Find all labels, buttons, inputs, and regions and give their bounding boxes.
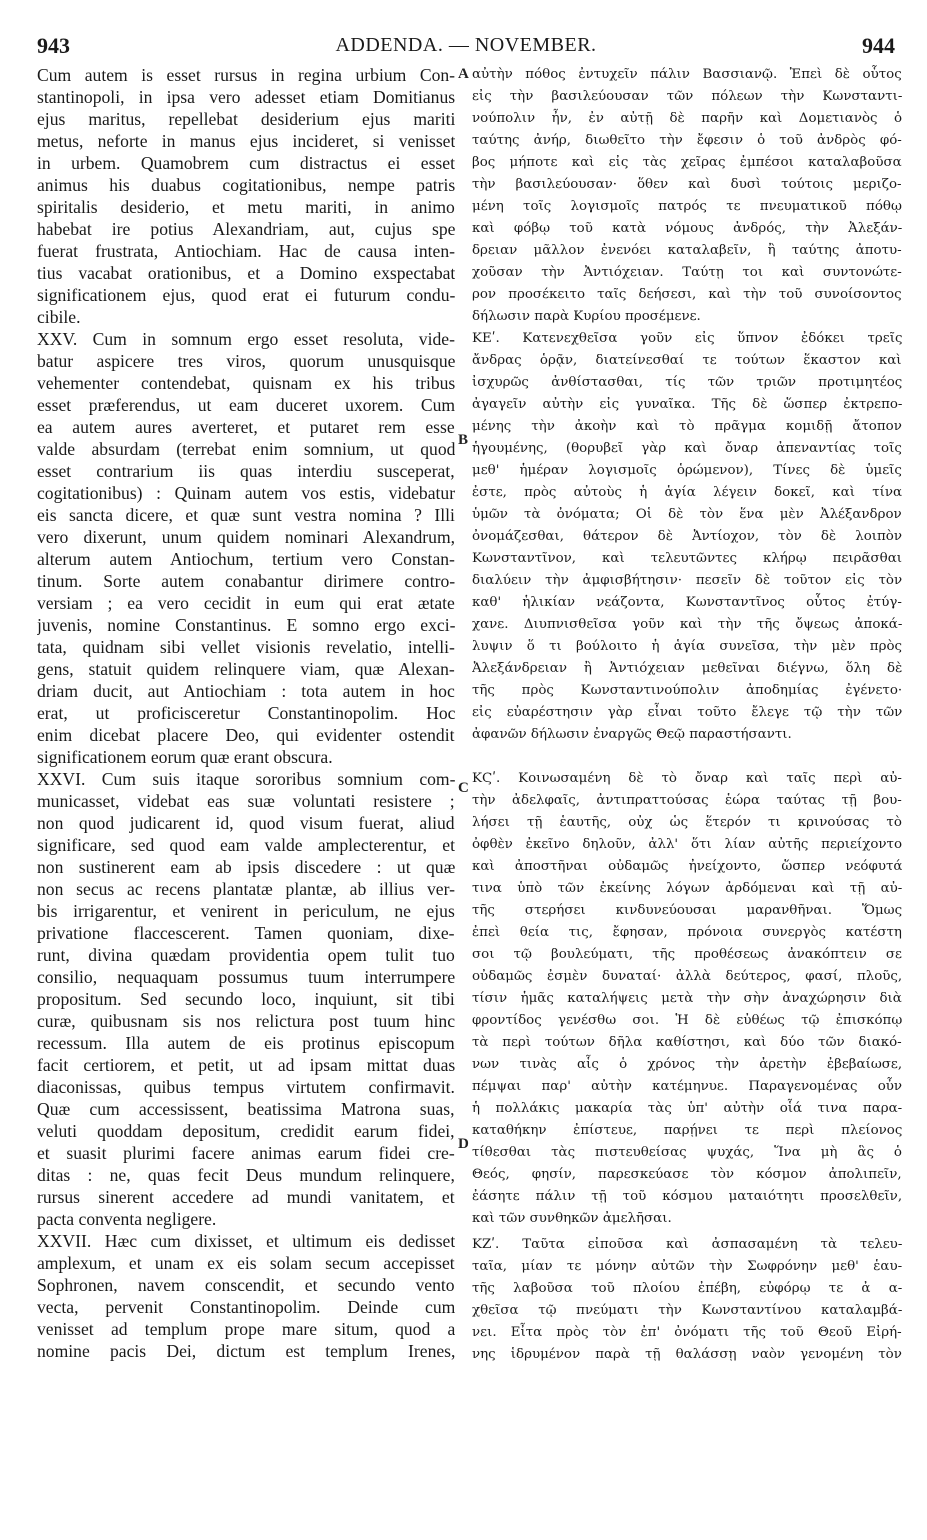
text-line: σοι τῷ βουλεύματι, τῆς προθέσεως ἀνακόπτειν σε [472, 947, 902, 962]
paragraph-gap [472, 746, 902, 768]
text-line: non sustinerent eam ab ipsis discedere : ut quæ [37, 857, 455, 877]
text-line: alterum autem Antiochum, tertium vero Constan- [37, 549, 455, 569]
text-line: τῆς πρὸς Κωνσταντινούπολιν ἀποδημίας ἐγένετο· [472, 683, 902, 698]
text-line: juvenis, nomine Constantinus. E somno ergo exci- [37, 615, 455, 635]
text-line: καὶ τῶν συνθηκῶν ἀμελῆσαι. [472, 1211, 672, 1226]
text-line: χθεῖσα τῷ πνεύματι τὴν Κωνσταντίνου καταλαμβά- [472, 1303, 902, 1318]
text-line: ἄνδρας ὁρᾷν, διατείνεσθαί τε τούτων ἕκαστον καὶ [472, 353, 902, 368]
text-line: stantinopoli, in ipsa vero adesset etiam Domitianus [37, 87, 455, 107]
text-line: λυψιν ὅ τι βούλοιτο ἡ ἁγία συνεῖσα, τὴν μὲν πρὸς [472, 639, 902, 654]
text-line: δήλωσιν παρὰ Κυρίου προσέμενε. [472, 309, 701, 324]
text-line: φροντίδος γενέσθω σοι. Ἡ δὲ εὐθέως τῷ ἐπισκόπῳ [472, 1013, 902, 1028]
page-number-right: 944 [862, 33, 895, 58]
text-line: esset contrarium iis quas interdiu susceperat, [37, 461, 455, 481]
text-line: ἡγουμένης, (θορυβεῖ γὰρ καὶ ὄναρ ἀπεναντίας τοῖς [472, 441, 902, 456]
text-line: tinum. Sorte autem conabantur dirimere contro- [37, 571, 455, 591]
text-line: ὀνομάζεσθαι, θάτερον δὲ Ἀντίοχον, τὸν δὲ λοιπὸν [472, 529, 902, 544]
page-number-left: 943 [37, 33, 70, 58]
text-line: καθ' ἡλικίαν νεάζοντα, Κωνσταντῖνος οὗτος ἐτύγ- [472, 595, 902, 610]
text-line: spiritalis desiderio, et metu mariti, in animo [37, 197, 455, 217]
text-line: τίσιν ἡμᾶς καταλήψεις μετὰ τὴν σὴν ἀναχώρησιν διὰ [472, 991, 902, 1006]
text-line: τίθεσθαι τὰς πιστευθείσας ψυχάς, Ἵνα μὴ ἃς ὁ [472, 1145, 902, 1160]
text-line: XXV. Cum in somnum ergo esset resoluta, vide- [37, 329, 455, 349]
text-line: erat, ut proficisceretur Constantinopolim. Hoc [37, 703, 455, 723]
text-line: XXVII. Hæc cum dixisset, et ultimum eis dedisset [37, 1231, 455, 1251]
text-line: cibile. [37, 307, 81, 327]
text-line: non quod judicarent id, quod visum fuerat, aliud [37, 813, 455, 833]
text-line: τὴν ἀδελφαῖς, ἀντιπραττούσας ἑώρα ταύτας τῇ βου- [472, 793, 902, 808]
text-line: Sophronen, navem conscendit, et secundo vento [37, 1275, 455, 1295]
text-line: propositum. Sed secundo loco, inquiunt, sit tibi [37, 989, 455, 1009]
text-line: facit certiorem, et petit, ut ad ipsam mittat duas [37, 1055, 455, 1075]
text-line: significationem eorum quæ erant obscura. [37, 747, 333, 767]
text-line: τῆς στερήσει κινδυνεύουσαι μαρανθῆναι. Ὅμως [472, 903, 902, 918]
text-line: enim dicebat placere Deo, qui evidenter ostendit [37, 725, 455, 745]
text-line: ἰσχυρῶς ἀνθίστασθαι, τίς τῶν τριῶν προτιμητέος [472, 375, 902, 390]
text-line: ea autem aures averteret, et putaret rem esse [37, 417, 455, 437]
text-line: χοῦσαν τὴν Ἀντιόχειαν. Ταύτῃ τοι καὶ συντονώτε- [472, 265, 902, 280]
text-line: runt, divina quædam providentia opem tulit tuo [37, 945, 455, 965]
text-line: ΚΕʹ. Κατενεχθεῖσα γοῦν εἰς ὕπνον ἐδόκει τρεῖς [472, 331, 902, 346]
text-line: amplexum, et unam ex eis solam secum accepisset [37, 1253, 455, 1273]
margin-marker-a: A [458, 66, 469, 82]
text-line: curæ, quibusnam sis nos relictura post tuum hinc [37, 1011, 455, 1031]
text-line: ταύτης ἀνήρ, διωθεῖτο τὴν ἔφεσιν ὁ τοῦ ἀνδρὸς φό- [472, 133, 902, 148]
text-line: driam ducit, aut Antiochiam : tota autem in hoc [37, 681, 455, 701]
text-line: eis sancta dicere, et quæ sunt vestra nomina ? Illi [37, 505, 455, 525]
text-line: venisset ad templum prope mare situm, quod a [37, 1319, 455, 1339]
text-line: Cum autem is esset rursus in regina urbium Con- [37, 65, 455, 85]
text-line: μένη τοῖς λογισμοῖς πατρός τε πνευματικοῦ πόθῳ [472, 199, 902, 214]
text-line: τινα ὑπὸ τῶν ἐκείνης λόγων ἀρδόμεναι καὶ τῇ αὐ- [472, 881, 902, 896]
text-line: XXVI. Cum suis itaque sororibus somnium com- [37, 769, 455, 789]
text-line: tius vacabat orationibus, et a Domino exspectabat [37, 263, 455, 283]
text-line: rursus sinerent accedere ad mundi vanitatem, et [37, 1187, 455, 1207]
text-line: significationem ejus, quod erat ei futurum condu- [37, 285, 455, 305]
text-line: οὐδαμῶς ἐσμὲν δυναταί· ἀλλὰ δεύτερος, φασί, πλοῦς, [472, 969, 902, 984]
text-line: ἐπεὶ θεία τις, ἔφησαν, πρόνοια συνεργὸς κατέστη [472, 925, 902, 940]
text-line: ὑμῶν τὰ ὀνόματα; Οἱ δὲ τὸν ἕνα μὲν Ἀλέξανδρον [472, 507, 902, 522]
running-title: ADDENDA. — NOVEMBER. [335, 34, 597, 56]
text-line: τῆς λαβοῦσα τοῦ πλοίου ἐπέβη, εὐφόρῳ τε ἀ α- [472, 1281, 902, 1296]
text-line: significare, sed quod eam valde amplecterentur, et [37, 835, 455, 855]
text-line: δρειαν μᾶλλον ἐνενόει καταλαβεῖν, ἢ ταύτης ἀποτυ- [472, 243, 902, 258]
text-line: habebat ire potius Alexandriam, aut, cujus spe [37, 219, 455, 239]
text-line: καταθήκην ἐπίστευε, παρῄνει τε περὶ πλείονος [472, 1123, 902, 1138]
greek-column [472, 64, 902, 1366]
text-line: tata, quidnam sibi vellet visionis revelatio, intelli- [37, 637, 455, 657]
text-line: nomine pacis Dei, dictum est templum Irenes, [37, 1341, 455, 1361]
text-line: ἡ πολλάκις μακαρία τὰς ὑπ' αὐτὴν οἷά τινα παρα- [472, 1101, 902, 1116]
text-line: Ἀλεξάνδρειαν ἢ Ἀντιόχειαν μεθεῖναι διέγνω, ὅλη δὲ [472, 661, 902, 676]
text-line: bis irrigarentur, et venirent in periculum, ne ejus [37, 901, 455, 921]
text-line: veluti quoddam depositum, credidit earum fidei, [37, 1121, 455, 1141]
margin-marker-d: D [458, 1136, 469, 1152]
text-line: Κωνσταντῖνον, καὶ τελευτῶντες κλήρῳ πειρᾶσθαι [472, 551, 902, 566]
text-line: Θεός, φησίν, παρεσκεύασε τὸν κόσμον ἀπολιπεῖν, [472, 1167, 902, 1182]
text-line: recessum. Illa autem de eis protinus episcopum [37, 1033, 455, 1053]
text-line: Quæ cum accessissent, beatissima Matrona suas, [37, 1099, 455, 1119]
text-line: gens, statuit quidem relinquere viam, quæ Alexan- [37, 659, 455, 679]
text-line: cogitationibus) : Quinam autem vos estis, videbatur [37, 483, 455, 503]
text-line: valde absurdam (terrebat enim somnium, ut quod [37, 439, 455, 459]
text-line: ἐστε, πρὸς αὐτοὺς ἡ ἁγία λέγειν δοκεῖ, καὶ τίνα [472, 485, 902, 500]
margin-marker-c: C [458, 780, 469, 796]
text-line: ΚΖʹ. Ταῦτα εἰποῦσα καὶ ἀσπασαμένη τὰ τελευ- [472, 1237, 902, 1252]
text-line: νούπολιν ἦν, ἐν αὐτῇ δὲ παρῆν καὶ Δομετιανὸς ὁ [472, 111, 902, 126]
text-line: ἀγαγεῖν αὐτὴν εἰς γυναῖκα. Τῆς δὲ ὥσπερ ἐκτρεπο- [472, 397, 902, 412]
text-line: versiam ; ea vero cecidit in eum qui erat ætate [37, 593, 455, 613]
text-line: municasset, videbat eas suæ voluntati resistere ; [37, 791, 455, 811]
text-line: ditas : ne, quas fecit Deus mundum relinquere, [37, 1165, 455, 1185]
text-line: ἀφανῶν δήλωσιν ἐναργῶς Θεῷ παραστήσαντι. [472, 727, 792, 742]
text-line: batur aspicere tres viros, quorum unusquisque [37, 351, 455, 371]
text-line: μεθ' ἡμέραν λογισμοῖς ὁρώμενον), Τίνες δὲ ὑμεῖς [472, 463, 902, 478]
text-line: privatione flaccescerent. Tamen quoniam, dixe- [37, 923, 455, 943]
text-line: diaconissas, quibus tempus virtutem confirmavit. [37, 1077, 455, 1097]
text-line: μένης τὴν ἀκοὴν καὶ τὸ πρᾶγμα κομιδῇ ἄτοπον [472, 419, 902, 434]
text-line: et suasit plurimi facere animas earum fidei cre- [37, 1143, 455, 1163]
text-line: in urbem. Quamobrem cum distractus ei esset [37, 153, 455, 173]
text-line: vehementer contendebat, quisnam ex his tribus [37, 373, 455, 393]
text-line: χανε. Διυπνισθεῖσα γοῦν καὶ τὴν τῆς ὄψεως ἀποκά- [472, 617, 902, 632]
text-line: ΚϚʹ. Κοινωσαμένη δὲ τὸ ὄναρ καὶ ταῖς περὶ αὐ- [472, 771, 902, 786]
margin-marker-b: B [458, 432, 469, 448]
text-line: λήσει τῇ ἑαυτῆς, οὐχ ὡς ἕτερόν τι κρινούσας τὸ [472, 815, 902, 830]
text-line: εἰς εὐαρέστησιν γὰρ εἶναι τοῦτο ἔλεγε τῷ τὴν τῶν [472, 705, 902, 720]
text-line: τὴν βασιλεύουσαν· ὅθεν καὶ δυσὶ τούτοις μεριζο- [472, 177, 902, 192]
text-line: εἰς τὴν βασιλεύουσαν τῶν πόλεων τὴν Κωνσταντι- [472, 89, 902, 104]
text-line: ἐάσητε πάλιν τῇ τοῦ κόσμου ματαιότητι προσελθεῖν, [472, 1189, 902, 1204]
text-line: νης ἱδρυμένον παρὰ τῇ θαλάσσῃ ναὸν γενομένη τὸν [472, 1347, 902, 1362]
text-line: βος μήποτε καὶ εἰς τὰς χεῖρας ἐμπέσοι καταλαβοῦσα [472, 155, 902, 170]
text-line: fuerat frustrata, Antiochiam. Hac de causa inten- [37, 241, 455, 261]
text-line: νει. Εἶτα πρὸς τὸν ἐπ' ὀνόματι τῆς τοῦ Θεοῦ Εἰρή- [472, 1325, 902, 1340]
text-line: διαλύειν τὴν ἀμφισβήτησιν· πεσεῖν δὲ τοῦτον εἰς τὸν [472, 573, 902, 588]
text-line: καὶ φόβῳ τοῦ κατὰ νόμους ἀνδρός, τὴν Ἀλεξάν- [472, 221, 902, 236]
text-line: καὶ ἀποστῆναι οὐδαμῶς ἠνείχοντο, ὥσπερ νεόφυτά [472, 859, 902, 874]
text-line: non secus ac recens plantatæ plantæ, ab illius ver- [37, 879, 455, 899]
text-line: ρον προσέκειτο ταῖς δεήσεσι, καὶ τὴν τοῦ συνοίσοντος [472, 287, 902, 302]
text-line: vero dixerunt, unum quidem nominari Alexandrum, [37, 527, 455, 547]
page-header [37, 33, 895, 63]
text-line: vecta, pervenit Constantinopolim. Deinde cum [37, 1297, 455, 1317]
text-line: consilio, nequaquam possumus tuum interrumpere [37, 967, 455, 987]
text-line: ταῖα, μίαν τε μόνην αὐτῶν τὴν Σωφρόνην μεθ' ἑαυ- [472, 1259, 902, 1274]
text-line: ὀφθὲν ἐκεῖνο δηλοῦν, ἀλλ' ὅτι λίαν αὐτῆς περιείχοντο [472, 837, 902, 852]
text-line: esset præferendus, ut eam duceret uxorem. Cum [37, 395, 455, 415]
text-line: metus, neforte in manus ejus incideret, si venisset [37, 131, 455, 151]
text-line: νων τινὰς αἷς ὁ χρόνος τὴν ἀρετὴν ἐβεβαίωσε, [472, 1057, 902, 1072]
text-line: animus his duabus cogitationibus, nempe patris [37, 175, 455, 195]
text-line: ejus maritus, repellebat desiderium ejus mariti [37, 109, 455, 129]
text-line: τὰ περὶ τούτων δῆλα καθίστησι, καὶ δύο τῶν διακό- [472, 1035, 902, 1050]
text-line: αὐτὴν πόθος ἐντυχεῖν πάλιν Βασσιανῷ. Ἐπεὶ δὲ οὗτος [472, 67, 902, 82]
latin-column [37, 64, 455, 1362]
text-line: pacta conventa negligere. [37, 1209, 217, 1229]
text-line: πέμψαι παρ' αὐτὴν κατέμηνυε. Παραγενομένας οὖν [472, 1079, 902, 1094]
